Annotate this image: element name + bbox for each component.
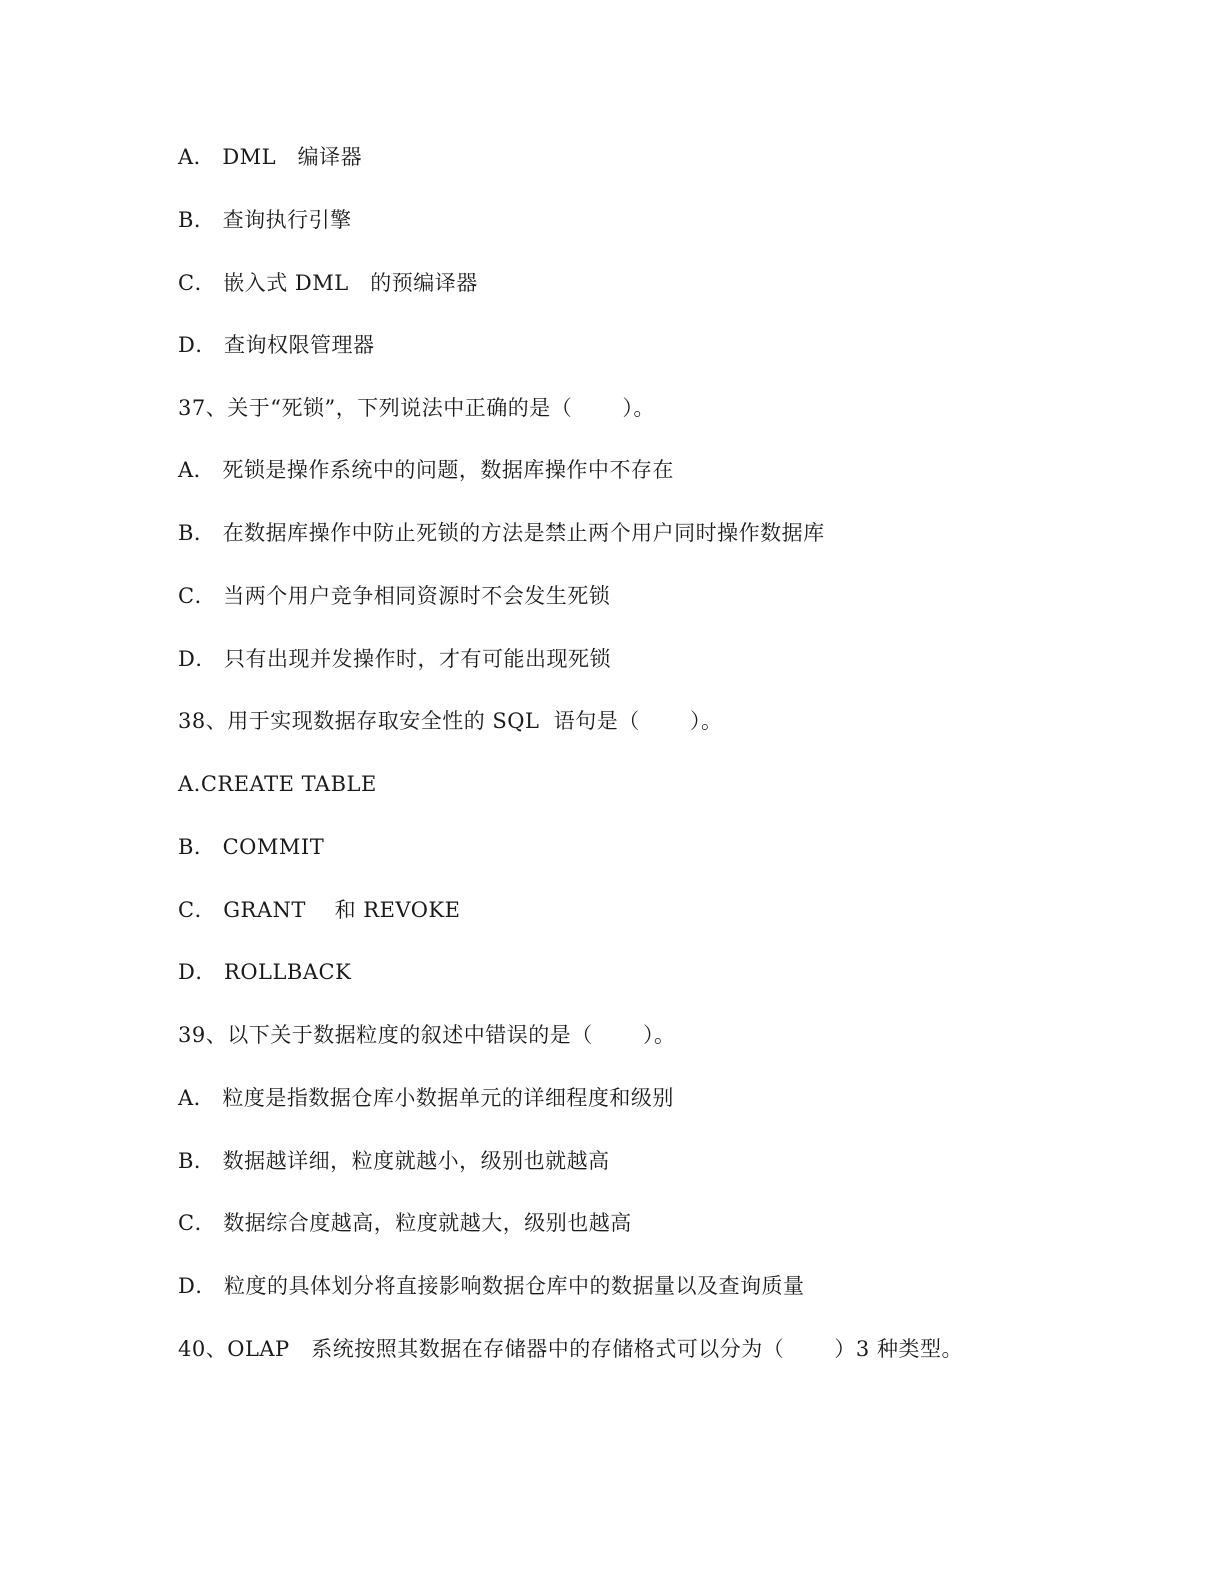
option-line: C． 嵌入式 DML 的预编译器 [178, 271, 478, 295]
question-39: 39、以下关于数据粒度的叙述中错误的是（ ）。 [178, 1023, 676, 1047]
option-line: D． 只有出现并发操作时，才有可能出现死锁 [178, 647, 612, 671]
option-line: B． 数据越详细，粒度就越小，级别也就越高 [178, 1149, 610, 1173]
option-line: A． DML 编译器 [178, 145, 363, 169]
option-line: A.CREATE TABLE [178, 772, 377, 796]
question-37: 37、关于“死锁”，下列说法中正确的是（ ）。 [178, 396, 655, 420]
question-38: 38、用于实现数据存取安全性的 SQL 语句是（ ）。 [178, 709, 723, 733]
option-line: C． 数据综合度越高，粒度就越大，级别也越高 [178, 1211, 632, 1235]
option-line: D． 查询权限管理器 [178, 333, 375, 357]
option-line: A． 死锁是操作系统中的问题，数据库操作中不存在 [178, 458, 674, 482]
option-line: B． 查询执行引擎 [178, 208, 352, 232]
option-line: D． ROLLBACK [178, 960, 352, 984]
option-line: B． COMMIT [178, 835, 325, 859]
option-line: C． GRANT 和 REVOKE [178, 898, 461, 922]
option-line: D． 粒度的具体划分将直接影响数据仓库中的数据量以及查询质量 [178, 1274, 805, 1298]
option-line: B． 在数据库操作中防止死锁的方法是禁止两个用户同时操作数据库 [178, 521, 825, 545]
option-line: C． 当两个用户竞争相同资源时不会发生死锁 [178, 584, 611, 608]
question-40: 40、OLAP 系统按照其数据在存储器中的存储格式可以分为（ ）3 种类型。 [178, 1337, 963, 1361]
option-line: A． 粒度是指数据仓库小数据单元的详细程度和级别 [178, 1086, 674, 1110]
